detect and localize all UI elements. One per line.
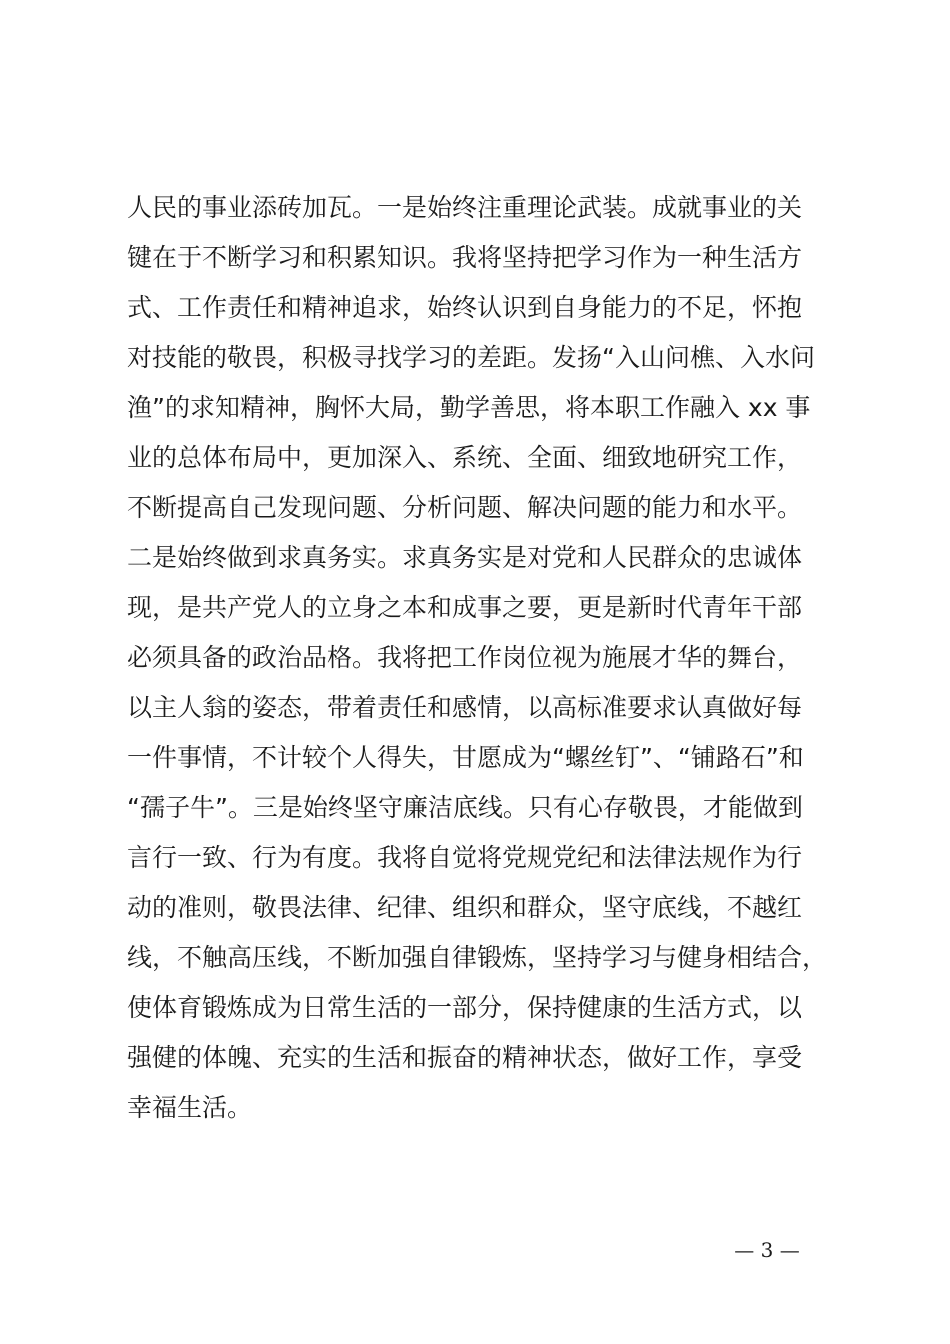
text-line: 现，是共产党人的立身之本和成事之要，更是新时代青年干部 [127,593,803,622]
text-line: 以主人翁的姿态，带着责任和感情，以高标准要求认真做好每 [127,693,803,722]
text-line: 对技能的敬畏，积极寻找学习的差距。发扬“入山问樵、入水问 [127,343,815,372]
text-line: 强健的体魄、充实的生活和振奋的精神状态，做好工作，享受 [127,1043,803,1072]
text-line: 键在于不断学习和积累知识。我将坚持把学习作为一种生活方 [127,243,803,272]
text-line: 渔”的求知精神，胸怀大局，勤学善思，将本职工作融入 xx 事 [127,393,811,422]
body-paragraph [127,183,867,1133]
text-line: “孺子牛”。三是始终坚守廉洁底线。只有心存敬畏，才能做到 [127,793,803,822]
text-line: 言行一致、行为有度。我将自觉将党规党纪和法律法规作为行 [127,843,803,872]
text-line: 线，不触高压线，不断加强自律锻炼，坚持学习与健身相结合， [127,943,828,972]
text-line: 必须具备的政治品格。我将把工作岗位视为施展才华的舞台， [127,643,803,672]
text-line: 使体育锻炼成为日常生活的一部分，保持健康的生活方式，以 [127,993,803,1022]
text-line: 动的准则，敬畏法律、纪律、组织和群众，坚守底线，不越红 [127,893,803,922]
text-line: 式、工作责任和精神追求，始终认识到自身能力的不足，怀抱 [127,293,803,322]
text-line: 二是始终做到求真务实。求真务实是对党和人民群众的忠诚体 [127,543,803,572]
text-line: 业的总体布局中，更加深入、系统、全面、细致地研究工作， [127,443,803,472]
text-line: 不断提高自己发现问题、分析问题、解决问题的能力和水平。 [127,493,803,522]
text-line: 幸福生活。 [127,1093,253,1122]
text-line: 一件事情，不计较个人得失，甘愿成为“螺丝钉”、“铺路石”和 [127,743,804,772]
text-line: 人民的事业添砖加瓦。一是始终注重理论武装。成就事业的关 [127,193,803,222]
page-number: — 3 — [734,1238,800,1262]
